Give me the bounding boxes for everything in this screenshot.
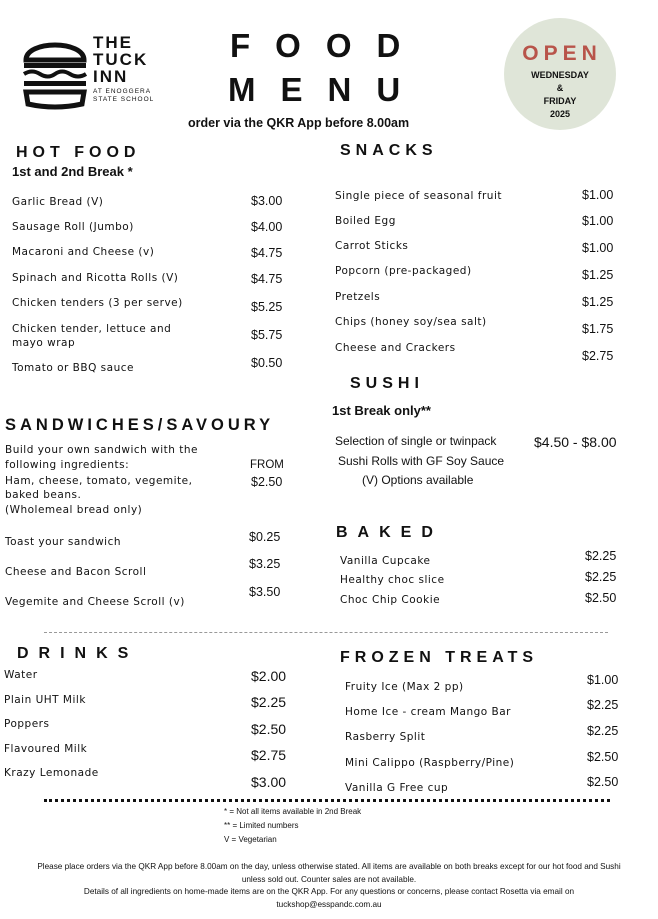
sandwich-item: Cheese and Bacon Scroll (5, 566, 147, 578)
frozen-price: $1.00 (587, 673, 619, 687)
snacks-price: $1.00 (582, 188, 614, 202)
frozen-heading: FROZEN TREATS (340, 649, 539, 666)
hot-food-price: $3.00 (251, 194, 283, 208)
hot-food-item: Tomato or BBQ sauce (12, 362, 134, 374)
logo-line-2: TUCK (93, 50, 149, 69)
snacks-item: Popcorn (pre-packaged) (335, 265, 472, 277)
drinks-price: $2.50 (251, 721, 287, 737)
drinks-item: Plain UHT Milk (4, 694, 86, 706)
baked-item: Choc Chip Cookie (340, 594, 441, 606)
sandwiches-heading: SANDWICHES/SAVOURY (5, 416, 275, 434)
footer-divider (44, 799, 610, 802)
hot-food-price: $4.75 (251, 246, 283, 260)
baked-price: $2.25 (585, 549, 617, 563)
sandwich-build-line: (Wholemeal bread only) (5, 504, 143, 516)
baked-price: $2.25 (585, 570, 617, 584)
snacks-item: Carrot Sticks (335, 240, 409, 252)
section-divider (44, 632, 608, 633)
hot-food-item: Sausage Roll (Jumbo) (12, 221, 134, 233)
open-ampersand: & (556, 83, 564, 93)
snacks-heading: SNACKS (340, 142, 438, 159)
hot-food-price: $5.75 (251, 328, 283, 342)
open-label: OPEN (522, 42, 602, 65)
sandwich-build-line: Build your own sandwich with the (5, 444, 198, 456)
hot-food-item: Spinach and Ricotta Rolls (V) (12, 272, 179, 284)
snacks-price: $1.25 (582, 268, 614, 282)
frozen-item: Vanilla G Free cup (345, 782, 449, 794)
snacks-price: $1.00 (582, 241, 614, 255)
drinks-price: $2.75 (251, 747, 287, 763)
hot-food-price: $4.00 (251, 220, 283, 234)
logo-sub-1: AT ENOGGERA (93, 88, 152, 95)
sandwich-price: $3.25 (249, 557, 281, 571)
open-badge (504, 18, 616, 130)
sandwich-from-price: $2.50 (251, 475, 283, 489)
snacks-item: Boiled Egg (335, 215, 396, 227)
sandwich-build-line: Ham, cheese, tomato, vegemite, (5, 475, 193, 487)
sandwich-price: $3.50 (249, 585, 281, 599)
hot-food-item: Garlic Bread (V) (12, 196, 104, 208)
snacks-price: $2.75 (582, 349, 614, 363)
title-food: FOOD (230, 27, 426, 64)
hot-food-heading: HOT FOOD (16, 144, 141, 161)
snacks-price: $1.00 (582, 214, 614, 228)
note-vegetarian: V = Vegetarian (224, 835, 277, 844)
sushi-desc-2: Sushi Rolls with GF Soy Sauce (338, 454, 505, 468)
snacks-price: $1.75 (582, 322, 614, 336)
hot-food-subheading: 1st and 2nd Break * (12, 164, 133, 179)
baked-heading: BAKED (336, 524, 443, 541)
hot-food-item: Macaroni and Cheese (v) (12, 246, 155, 258)
frozen-price: $2.25 (587, 724, 619, 738)
baked-item: Healthy choc slice (340, 574, 445, 586)
drinks-item: Poppers (4, 718, 50, 730)
sandwich-build-line: baked beans. (5, 489, 82, 501)
tuck-inn-logo (20, 30, 190, 110)
logo-sub-2: STATE SCHOOL (93, 96, 155, 103)
snacks-item: Chips (honey soy/sea salt) (335, 316, 487, 328)
sushi-desc-3: (V) Options available (362, 473, 474, 487)
snacks-item: Pretzels (335, 291, 381, 303)
footer-email: tuckshop@esspandc.com.au (276, 900, 382, 909)
footer-line: unless sold out. Counter sales are not available. (241, 875, 417, 884)
open-year: 2025 (549, 109, 571, 119)
footer-line: Details of all ingredients on home-made items are on the QKR App. For any questions or concerns, please contact Rosetta via email on (83, 887, 575, 896)
sandwich-price: $0.25 (249, 530, 281, 544)
hot-food-price: $4.75 (251, 272, 283, 286)
drinks-item: Flavoured Milk (4, 743, 88, 755)
drinks-price: $2.25 (251, 694, 287, 710)
note-asterisk: * = Not all items available in 2nd Break (224, 807, 362, 816)
drinks-item: Krazy Lemonade (4, 767, 99, 779)
sushi-desc-1: Selection of single or twinpack (335, 434, 497, 448)
snacks-item: Single piece of seasonal fruit (335, 190, 502, 202)
title-menu: MENU (228, 71, 426, 108)
drinks-item: Water (4, 669, 38, 681)
drinks-price: $2.00 (251, 668, 287, 684)
open-day-1: WEDNESDAY (531, 70, 589, 80)
baked-price: $2.50 (585, 591, 617, 605)
snacks-item: Cheese and Crackers (335, 342, 456, 354)
sushi-subheading: 1st Break only** (332, 403, 431, 418)
footer-line: Please place orders via the QKR App before 8.00am on the day, unless otherwise stated. All items are available on both breaks except for our hot food and Sushi (37, 862, 621, 871)
drinks-heading: DRINKS (17, 645, 139, 662)
note-double-asterisk: ** = Limited numbers (224, 821, 299, 830)
hot-food-price: $0.50 (251, 356, 283, 370)
logo-line-1: THE (93, 33, 133, 52)
hot-food-item: Chicken tender, lettuce and mayo wrap (12, 323, 172, 349)
frozen-price: $2.25 (587, 698, 619, 712)
sandwich-from-label: FROM (250, 459, 284, 471)
sandwich-item: Toast your sandwich (5, 536, 122, 548)
snacks-price: $1.25 (582, 295, 614, 309)
hot-food-price: $5.25 (251, 300, 283, 314)
frozen-price: $2.50 (587, 750, 619, 764)
sushi-price: $4.50 - $8.00 (534, 434, 617, 450)
sushi-heading: SUSHI (350, 375, 424, 392)
drinks-price: $3.00 (251, 774, 287, 790)
burger-icon (20, 30, 90, 110)
frozen-item: Mini Calippo (Raspberry/Pine) (345, 757, 515, 769)
hot-food-item: Chicken tenders (3 per serve) (12, 297, 183, 309)
sandwich-item: Vegemite and Cheese Scroll (v) (5, 596, 185, 608)
frozen-item: Rasberry Split (345, 731, 426, 743)
sandwich-build-line: following ingredients: (5, 459, 130, 471)
order-instruction: order via the QKR App before 8.00am (188, 116, 410, 130)
frozen-item: Home Ice - cream Mango Bar (345, 706, 511, 718)
frozen-item: Fruity Ice (Max 2 pp) (345, 681, 464, 693)
frozen-price: $2.50 (587, 775, 619, 789)
open-day-2: FRIDAY (543, 96, 577, 106)
baked-item: Vanilla Cupcake (340, 555, 431, 567)
logo-line-3: INN (93, 67, 129, 86)
